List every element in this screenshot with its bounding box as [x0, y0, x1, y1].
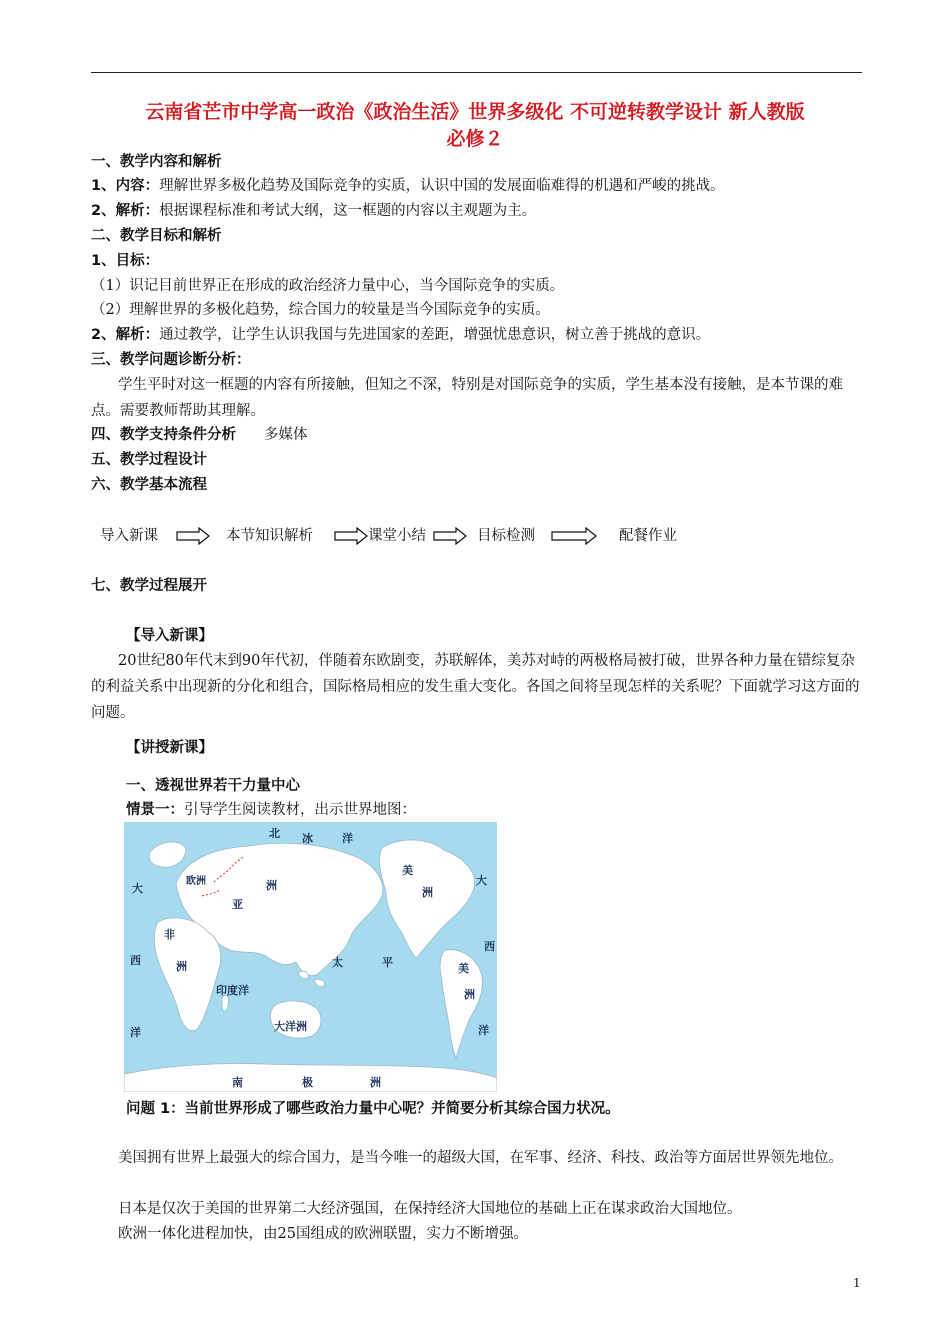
flow-step-3: 课堂小结 — [368, 528, 426, 544]
map-label-samerica-zhou: 洲 — [464, 988, 475, 1001]
analysis-label: 2、解析： — [91, 203, 160, 219]
map-label-antarctica-1: 南 — [232, 1076, 243, 1089]
analysis-label: 2、解析： — [91, 327, 160, 343]
map-label-africa-zhou: 洲 — [176, 960, 187, 973]
analysis-text: 根据课程标准和考试大纲，这一框题的内容以主观题为主。 — [159, 203, 537, 219]
document-title-line2: 必修２ — [446, 128, 504, 150]
section1-content — [91, 175, 725, 197]
section4-heading: 四、教学支持条件分析 — [91, 427, 236, 443]
section4-value: 多媒体 — [264, 427, 308, 443]
teach-label: 【讲授新课】 — [126, 740, 213, 756]
map-label-atlantic-left-1: 大 — [132, 882, 143, 895]
map-label-ice: 冰 — [302, 832, 313, 845]
document-title-line1: 云南省芒市中学高一政治《政治生活》世界多级化 不可逆转教学设计 新人教版 — [145, 101, 805, 123]
section7-heading: 七、教学过程展开 — [91, 578, 207, 594]
goal-label: 1、目标： — [91, 253, 160, 269]
map-label-atlantic-right-2: 西 — [484, 940, 495, 953]
flow-arrow-icon — [334, 527, 368, 545]
flow-arrow-icon — [551, 527, 597, 545]
analysis-text: 通过教学，让学生认识我国与先进国家的差距，增强忧患意识，树立善于挑战的意识。 — [159, 327, 711, 343]
map-label-asia-zhou: 洲 — [266, 879, 277, 892]
page-number: 1 — [853, 1276, 861, 1290]
map-label-europe: 欧洲 — [186, 876, 206, 887]
answer-japan: 日本是仅次于美国的世界第二大经济强国，在保持经济大国地位的基础上正在谋求政治大国地位。 — [118, 1201, 742, 1217]
scene-text: 引导学生阅读教材，出示世界地图： — [184, 802, 416, 818]
map-label-indian-ocean: 印度洋 — [216, 984, 249, 997]
section4-line — [91, 424, 308, 446]
map-label-samerica: 美 — [458, 962, 469, 975]
goal-item-1: （1）识记目前世界正在形成的政治经济力量中心，当今国际竞争的实质。 — [91, 278, 565, 294]
flow-step-4: 目标检测 — [477, 528, 535, 544]
map-label-asia: 亚 — [232, 898, 243, 911]
flow-step-5: 配餐作业 — [619, 528, 677, 544]
section3-paragraph: 学生平时对这一框题的内容有所接触，但知之不深，特别是对国际竞争的实质，学生基本没有接触，是本节课的难点。需要教师帮助其理解。 — [91, 377, 843, 419]
map-label-atlantic-right-3: 洋 — [478, 1024, 489, 1037]
answer-europe: 欧洲一体化进程加快，由25国组成的欧洲联盟，实力不断增强。 — [118, 1226, 528, 1242]
map-label-antarctica-2: 极 — [302, 1076, 313, 1089]
intro-label: 【导入新课】 — [126, 628, 213, 644]
map-label-ocean: 洋 — [342, 832, 353, 845]
section6-heading: 六、教学基本流程 — [91, 477, 207, 493]
scene-label: 情景一： — [126, 802, 184, 818]
section2-heading: 二、教学目标和解析 — [91, 228, 222, 244]
part1-heading: 一、透视世界若干力量中心 — [126, 778, 300, 794]
map-label-africa: 非 — [164, 928, 175, 941]
map-label-antarctica-3: 洲 — [370, 1076, 381, 1089]
scene-line — [126, 799, 416, 821]
map-label-oceania: 大洋洲 — [274, 1020, 307, 1033]
section3-heading: 三、教学问题诊断分析： — [91, 352, 251, 368]
section1-heading: 一、教学内容和解析 — [91, 154, 222, 170]
world-map — [124, 822, 497, 1092]
goal-item-2: （2）理解世界的多极化趋势，综合国力的较量是当今国际竞争的实质。 — [91, 302, 550, 318]
flow-step-2: 本节知识解析 — [226, 528, 313, 544]
section2-analysis — [91, 324, 710, 346]
world-map-shapes — [124, 822, 497, 1092]
header-rule — [91, 72, 862, 73]
intro-paragraph: 20世纪80年代末到90年代初，伴随着东欧剧变，苏联解体，美苏对峙的两极格局被打破，世界各种力量在错综复杂的利益关系中出现新的分化和组合，国际格局相应的发生重大变化。各国之间将呈现怎样的关系呢？下面就学习这方面的问题。 — [91, 653, 860, 721]
map-label-pacific-2: 平 — [382, 956, 393, 969]
flow-arrow-icon — [433, 527, 467, 545]
map-label-pacific-1: 太 — [332, 956, 343, 969]
question-1: 问题 1：当前世界形成了哪些政治力量中心呢？并简要分析其综合国力状况。 — [126, 1101, 620, 1117]
answer-usa: 美国拥有世界上最强大的综合国力，是当今唯一的超级大国，在军事、经济、科技、政治等方面居世界领先地位。 — [118, 1150, 843, 1166]
map-label-north: 北 — [269, 827, 280, 840]
map-label-namerica-zhou: 洲 — [422, 886, 433, 899]
content-label: 1、内容： — [91, 178, 160, 194]
flow-step-1: 导入新课 — [100, 528, 158, 544]
map-label-atlantic-right-1: 大 — [476, 874, 487, 887]
map-label-atlantic-left-3: 洋 — [130, 1026, 141, 1039]
section1-analysis — [91, 200, 536, 222]
flow-arrow-icon — [176, 527, 210, 545]
map-label-namerica: 美 — [402, 864, 413, 877]
map-label-atlantic-left-2: 西 — [130, 954, 141, 967]
content-text: 理解世界多极化趋势及国际竞争的实质，认识中国的发展面临难得的机遇和严峻的挑战。 — [159, 178, 725, 194]
section5-heading: 五、教学过程设计 — [91, 452, 207, 468]
